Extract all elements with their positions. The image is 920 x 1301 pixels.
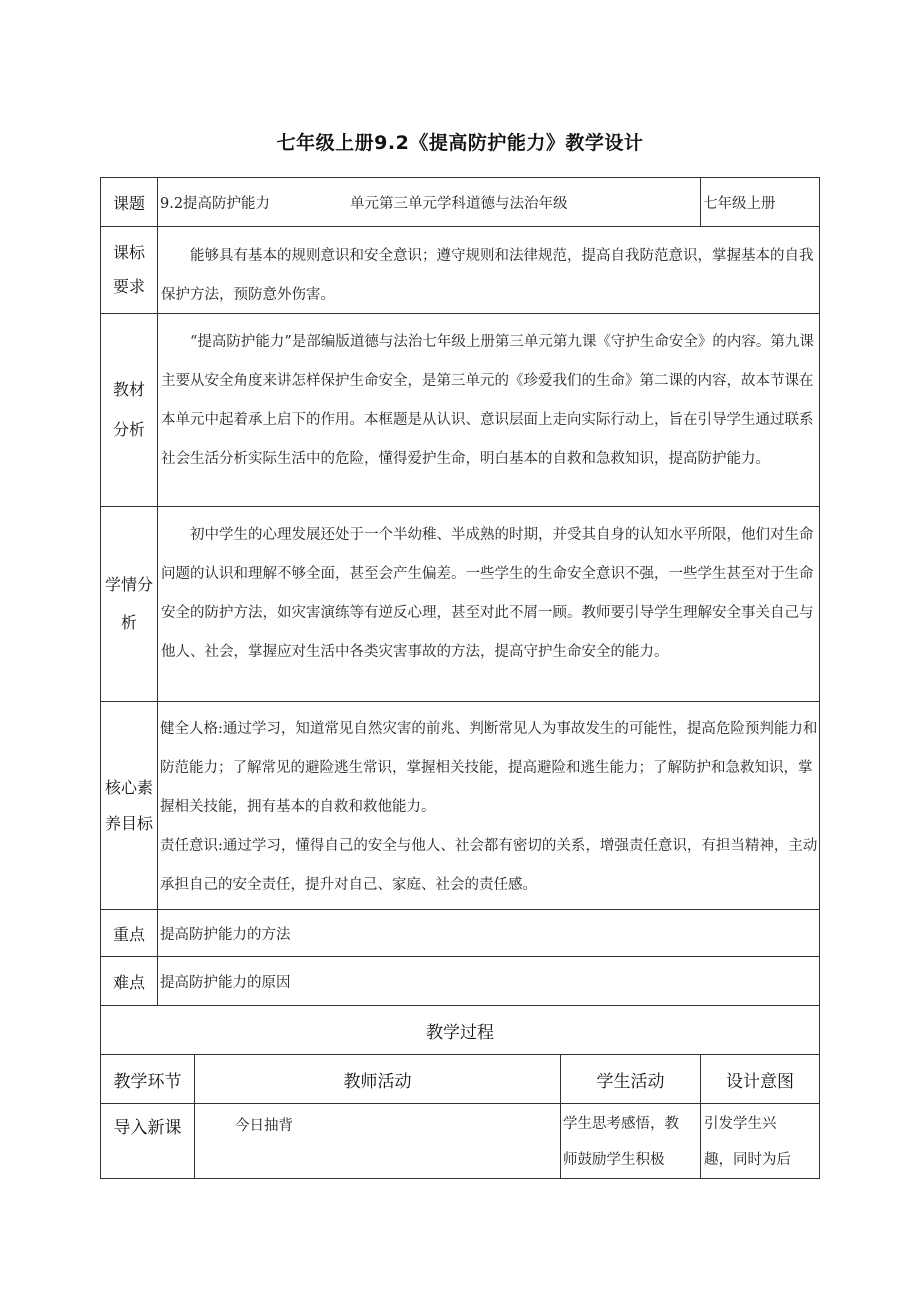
header-student-text: 学生活动: [596, 1071, 665, 1092]
stage-text: 导入新课: [113, 1118, 182, 1138]
header-teacher-text: 教师活动: [343, 1071, 412, 1092]
key-point-label-text: 重点: [112, 924, 145, 944]
goals-para-responsibility: 责任意识:通过学习，懂得自己的安全与他人、社会都有密切的关系，增强责任意识，有担当精神，主动承担自己的安全责任，提升对自己、家庭、社会的责任感。: [160, 838, 818, 893]
topic-label: [100, 177, 158, 227]
key-point-text: 提高防护能力的方法: [160, 926, 291, 943]
goals-label: [100, 701, 158, 910]
students-label-line2: 析: [120, 613, 137, 632]
goals-label-line2: 养目标: [104, 813, 153, 833]
material-label-line2: 分析: [112, 420, 145, 439]
process-heading-text: 教学过程: [426, 1022, 494, 1043]
standard-text: 能够具有基本的规则意识和安全意识；遵守规则和法律规范，提高自我防范意识，掌握基本的自我保护方法，预防意外伤害。: [161, 248, 814, 303]
students-content: [157, 506, 820, 702]
topic-label-text: 课题: [112, 193, 145, 213]
header-intent-text: 设计意图: [726, 1071, 794, 1092]
key-point-label: [100, 909, 158, 957]
intent-cell: [700, 1103, 820, 1179]
material-label-line1: 教材: [112, 380, 145, 399]
difficult-point-label: [100, 956, 158, 1006]
material-label: [100, 313, 158, 507]
student-activity-cell: [560, 1103, 701, 1179]
header-teacher: [194, 1054, 561, 1104]
students-label-line1: 学情分: [104, 575, 153, 594]
process-heading: [100, 1005, 820, 1055]
standard-label-line1: 课标: [112, 243, 145, 262]
key-point-content: [157, 909, 820, 957]
standard-label-line2: 要求: [112, 277, 145, 296]
goals-content: [157, 701, 820, 910]
topic-value: [157, 177, 701, 227]
header-stage: [100, 1054, 195, 1104]
intent-line1: 引发学生兴: [704, 1116, 777, 1132]
difficult-point-label-text: 难点: [112, 972, 145, 992]
grade-value: [700, 177, 820, 227]
student-activity-line2: 师鼓励学生积极: [563, 1152, 665, 1168]
stage-cell: [100, 1103, 195, 1179]
goals-label-line1: 核心素: [104, 777, 153, 797]
teacher-activity-text: 今日抽背: [235, 1118, 293, 1134]
students-label: [100, 506, 158, 702]
goals-para-personality: 健全人格:通过学习，知道常见自然灾害的前兆、判断常见人为事故发生的可能性，提高危险预判能力和防范能力；了解常见的避险逃生常识，掌握相关技能，提高避险和逃生能力；了解防护和急救知识，掌握相关技能，拥有基本的自救和救他能力。: [160, 721, 818, 815]
teacher-activity-cell: [194, 1103, 561, 1179]
student-activity-line1: 学生思考感悟，教: [563, 1116, 679, 1132]
header-student: [560, 1054, 701, 1104]
topic-meta: 单元第三单元学科道德与法治年级: [350, 195, 568, 212]
grade-text: 七年级上册: [703, 195, 776, 212]
difficult-point-text: 提高防护能力的原因: [160, 974, 291, 991]
difficult-point-content: [157, 956, 820, 1006]
intent-line2: 趣，同时为后: [704, 1152, 791, 1168]
material-text: “提高防护能力”是部编版道德与法治七年级上册第三单元第九课《守护生命安全》的内容。第九课主要从安全角度来讲怎样保护生命安全，是第三单元的《珍爱我们的生命》第二课的内容，故本节课在本单元中起着承上启下的作用。本框题是从认识、意识层面上走向实际行动上，旨在引导学生通过联系社会生活分析实际生活中的危险，懂得爱护生命，明白基本的自救和急救知识，提高防护能力。: [161, 334, 814, 467]
page-title: 七年级上册9.2《提高防护能力》教学设计: [276, 132, 644, 154]
header-stage-text: 教学环节: [113, 1071, 182, 1092]
standard-label: [100, 226, 158, 314]
header-intent: [700, 1054, 820, 1104]
students-text: 初中学生的心理发展还处于一个半幼稚、半成熟的时期，并受其自身的认知水平所限，他们对生命问题的认识和理解不够全面，甚至会产生偏差。一些学生的生命安全意识不强，一些学生甚至对于生命安全的防护方法，如灾害演练等有逆反心理，甚至对此不屑一顾。教师要引导学生理解安全事关自己与他人、社会，掌握应对生活中各类灾害事故的方法，提高守护生命安全的能力。: [161, 527, 814, 660]
standard-content: [157, 226, 820, 314]
topic-name: 9.2提高防护能力: [160, 195, 271, 212]
material-content: [157, 313, 820, 507]
